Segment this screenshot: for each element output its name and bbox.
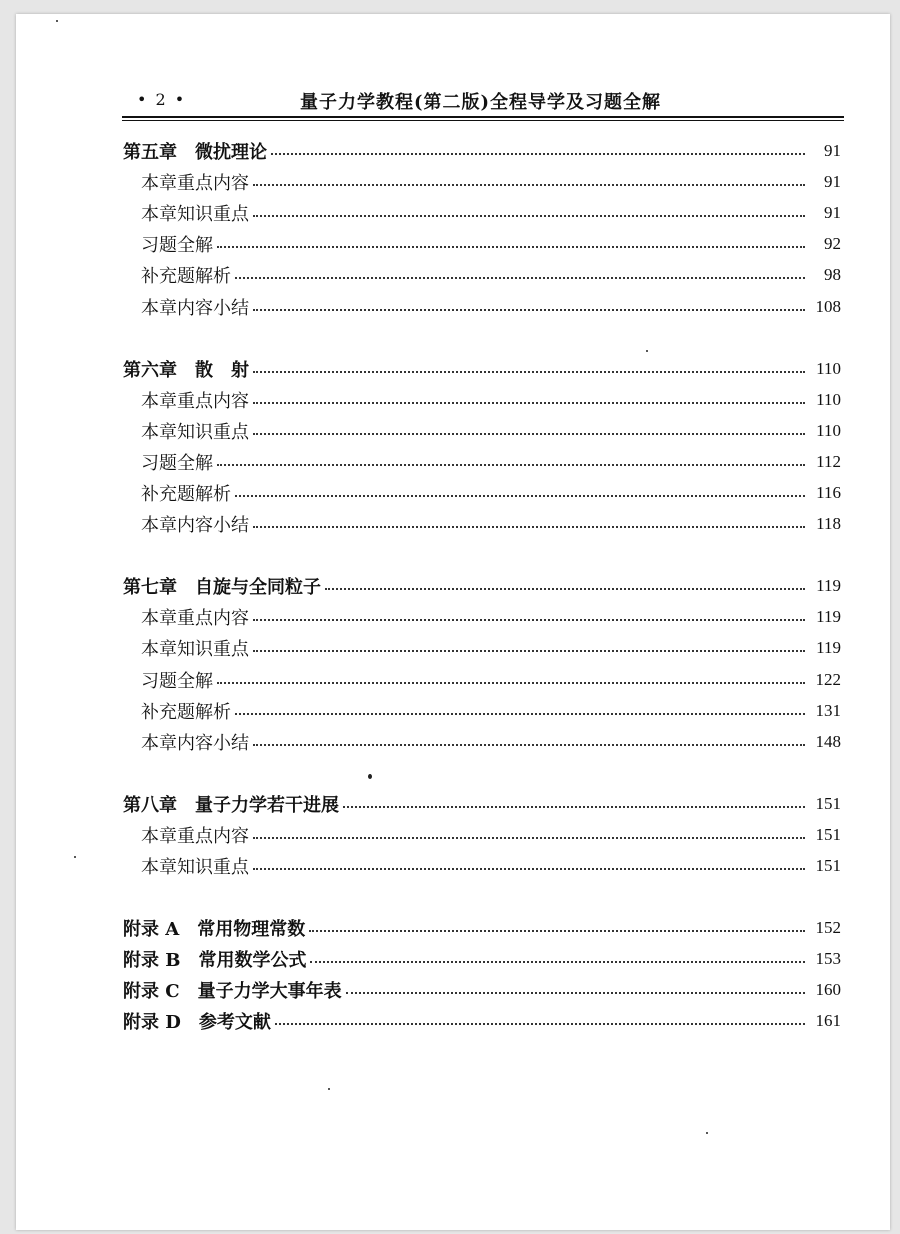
dot-leader: [271, 153, 805, 155]
toc-appendix-entry[interactable]: [123, 977, 841, 1003]
toc-section-entry[interactable]: [141, 853, 841, 879]
toc-entry-label: 附录 B 常用数学公式: [123, 950, 307, 971]
toc-chapter-entry[interactable]: [123, 356, 841, 382]
toc-entry-label: 第六章 散 射: [123, 360, 249, 381]
toc-section-entry[interactable]: [141, 729, 841, 755]
toc-entry-label: 第七章 自旋与全同粒子: [123, 577, 321, 598]
toc-entry-label: 第八章 量子力学若干进展: [123, 795, 339, 816]
dot-leader: [235, 277, 805, 279]
toc-entry-label: 附录 C 量子力学大事年表: [123, 981, 342, 1002]
toc-entry-label: 本章知识重点: [141, 204, 249, 225]
toc-section-entry[interactable]: [141, 480, 841, 506]
dot-leader: [253, 650, 805, 652]
toc-page-number: 116: [816, 483, 841, 502]
dot-leader: [253, 868, 805, 870]
dot-leader: [253, 619, 805, 621]
toc-entry-label: 本章重点内容: [141, 608, 249, 629]
dot-leader: [343, 806, 805, 808]
toc-page-number: 110: [816, 390, 841, 409]
scan-speck: [706, 1132, 708, 1134]
toc-page-number: 153: [815, 949, 841, 968]
toc-page-number: 148: [815, 732, 841, 751]
toc-entry-label: 本章重点内容: [141, 391, 249, 412]
toc-entry-label: 本章内容小结: [141, 515, 249, 536]
table-of-contents: [16, 14, 890, 1230]
toc-section-entry[interactable]: [141, 262, 841, 288]
toc-entry-label: 习题全解: [141, 235, 213, 256]
toc-entry-label: 第五章 微扰理论: [123, 142, 267, 163]
toc-section-entry[interactable]: [141, 511, 841, 537]
dot-leader: [253, 837, 805, 839]
dot-leader: [275, 1023, 805, 1025]
toc-entry-label: 本章知识重点: [141, 857, 249, 878]
toc-page-number: 151: [815, 794, 841, 813]
dot-leader: [309, 930, 805, 932]
dot-leader: [235, 713, 805, 715]
toc-page-number: 151: [815, 825, 841, 844]
toc-appendix-entry[interactable]: [123, 915, 841, 941]
toc-appendix-entry[interactable]: [123, 946, 841, 972]
toc-page-number: 151: [815, 856, 841, 875]
toc-entry-label: 本章内容小结: [141, 298, 249, 319]
toc-page-number: 160: [815, 980, 841, 999]
toc-section-entry[interactable]: [141, 822, 841, 848]
dot-leader: [325, 588, 805, 590]
toc-entry-label: 习题全解: [141, 453, 213, 474]
toc-chapter-entry[interactable]: [123, 791, 841, 817]
toc-section-entry[interactable]: [141, 635, 841, 661]
toc-section-entry[interactable]: [141, 667, 841, 693]
dot-leader: [253, 215, 805, 217]
toc-page-number: 108: [815, 297, 841, 316]
toc-entry-label: 本章重点内容: [141, 826, 249, 847]
book-page: [16, 14, 890, 1230]
toc-section-entry[interactable]: [141, 200, 841, 226]
toc-section-entry[interactable]: [141, 604, 841, 630]
toc-entry-label: 本章内容小结: [141, 733, 249, 754]
dot-leader: [253, 184, 805, 186]
toc-page-number: 91: [824, 172, 841, 191]
toc-entry-label: 补充题解析: [141, 266, 231, 287]
toc-page-number: 98: [824, 265, 841, 284]
dot-leader: [253, 526, 805, 528]
toc-entry-label: 本章重点内容: [141, 173, 249, 194]
toc-page-number: 91: [824, 141, 841, 160]
dot-leader: [310, 961, 805, 963]
scan-speck: [646, 350, 648, 352]
toc-page-number: 119: [816, 576, 841, 595]
toc-page-number: 131: [815, 701, 841, 720]
toc-entry-label: 附录 D 参考文献: [123, 1012, 271, 1033]
toc-section-entry[interactable]: [141, 169, 841, 195]
toc-entry-label: 补充题解析: [141, 702, 231, 723]
toc-page-number: 152: [815, 918, 841, 937]
scan-speck: [56, 20, 58, 22]
dot-leader: [346, 992, 805, 994]
dot-leader: [235, 495, 805, 497]
scan-speck: [74, 856, 76, 858]
dot-leader: [253, 309, 805, 311]
toc-appendix-entry[interactable]: [123, 1008, 841, 1034]
dot-leader: [253, 433, 805, 435]
running-title: 量子力学教程(第二版)全程导学及习题全解: [300, 92, 662, 113]
toc-section-entry[interactable]: [141, 698, 841, 724]
toc-section-entry[interactable]: [141, 231, 841, 257]
dot-leader: [253, 371, 805, 373]
toc-chapter-entry[interactable]: [123, 573, 841, 599]
dot-leader: [253, 402, 805, 404]
page-number: • 2 •: [137, 90, 187, 109]
toc-section-entry[interactable]: [141, 449, 841, 475]
toc-page-number: 92: [824, 234, 841, 253]
toc-section-entry[interactable]: [141, 387, 841, 413]
toc-page-number: 91: [824, 203, 841, 222]
scan-speck: [328, 1088, 330, 1090]
toc-entry-label: 习题全解: [141, 671, 213, 692]
toc-entry-label: 本章知识重点: [141, 639, 249, 660]
scan-speck: [368, 774, 372, 779]
toc-chapter-entry[interactable]: [123, 138, 841, 164]
toc-entry-label: 附录 A 常用物理常数: [123, 919, 306, 940]
toc-section-entry[interactable]: [141, 418, 841, 444]
toc-page-number: 161: [815, 1011, 841, 1030]
toc-page-number: 110: [816, 359, 841, 378]
toc-page-number: 118: [816, 514, 841, 533]
toc-entry-label: 补充题解析: [141, 484, 231, 505]
dot-leader: [217, 464, 805, 466]
toc-page-number: 119: [816, 607, 841, 626]
toc-page-number: 112: [816, 452, 841, 471]
toc-page-number: 122: [815, 670, 841, 689]
dot-leader: [217, 246, 805, 248]
toc-page-number: 110: [816, 421, 841, 440]
dot-leader: [217, 682, 805, 684]
toc-entry-label: 本章知识重点: [141, 422, 249, 443]
toc-page-number: 119: [816, 638, 841, 657]
toc-section-entry[interactable]: [141, 294, 841, 320]
dot-leader: [253, 744, 805, 746]
